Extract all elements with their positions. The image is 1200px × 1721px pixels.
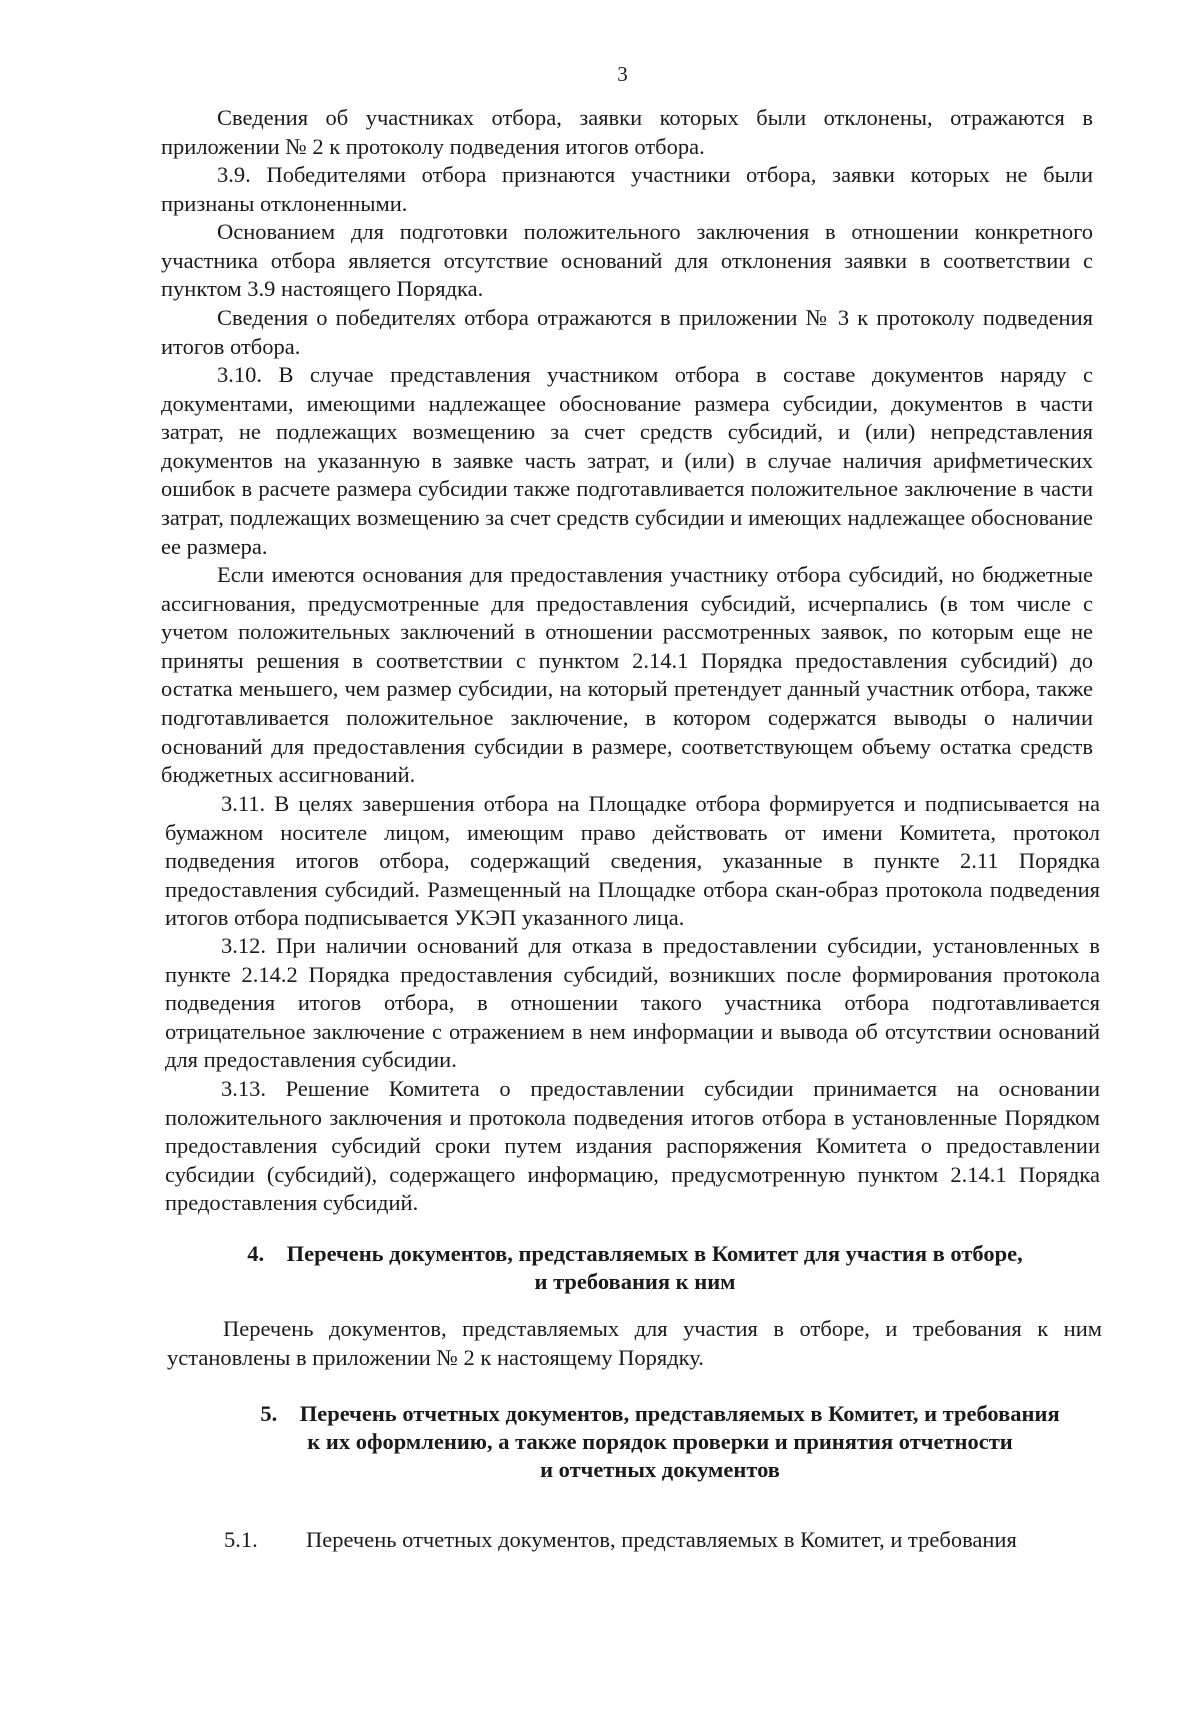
section-4-heading-line-2: и требования к ним [534,1269,736,1294]
paragraph-3-12: 3.12. При наличии оснований для отказа в предоставлении субсидии, установленных в пункте 2.14.2 Порядка предоставления субсидий, возникших после формирования протокола подведения итогов отбора, в отношении такого участника отбора подготавливается отрицательное заключение с отражением в нем информации и вывода об отсутствии оснований для предоставления субсидии. [165,933,1100,1073]
paragraph-rejected-participants: Сведения об участниках отбора, заявки которых были отклонены, отражаются в приложении № 2 к протоколу подведения итогов отбора. [161,105,1093,159]
section-5-heading-line-1: 5. Перечень отчетных документов, представляемых в Комитет, и требования [260,1401,1060,1426]
section-4-heading-line-1: 4. Перечень документов, представляемых в Комитет для участия в отборе, [247,1241,1023,1266]
page-number: 3 [617,62,628,86]
paragraph-3-10: 3.10. В случае представления участником отбора в составе документов наряду с документами, имеющими надлежащее обоснование размера субсидии, документов в части затрат, не подлежащих возмещению за счет средств субсидий, и (или) непредставления документов на указанную в заявке часть затрат, и (или) в случае наличия арифметических ошибок в расчете размера субсидии также подготавливается положительное заключение в части затрат, подлежащих возмещению за счет средств субсидии и имеющих надлежащее обоснование ее размера. [161,362,1093,559]
paragraph-positive-conclusion-basis: Основанием для подготовки положительного заключения в отношении конкретного участника отбора является отсутствие оснований для отклонения заявки в соответствии с пунктом 3.9 настоящего Порядка. [161,219,1093,302]
item-5-1-text: Перечень отчетных документов, представляемых в Комитет, и требования [306,1527,1017,1552]
paragraph-winners-info: Сведения о победителях отбора отражаются в приложении № 3 к протоколу подведения итогов отбора. [161,305,1093,359]
section-5-heading [175,1400,1145,1484]
paragraph-3-13: 3.13. Решение Комитета о предоставлении субсидии принимается на основании положительного заключения и протокола подведения итогов отбора в установленные Порядком предоставления субсидий сроки путем издания распоряжения Комитета о предоставлении субсидии (субсидий), содержащего информацию, предусмотренную пунктом 2.14.1 Порядка предоставления субсидий. [165,1076,1100,1216]
item-5-1-number: 5.1. [224,1527,258,1552]
section-4-heading [150,1240,1120,1296]
section-5-heading-line-2: к их оформлению, а также порядок проверки и принятия отчетности [307,1429,1013,1454]
section-5-heading-line-3: и отчетных документов [540,1457,780,1482]
section-4-paragraph: Перечень документов, представляемых для участия в отборе, и требования к ним установлены в приложении № 2 к настоящему Порядку. [167,1316,1102,1370]
paragraph-budget-exhausted: Если имеются основания для предоставления участнику отбора субсидий, но бюджетные ассигнования, предусмотренные для предоставления субсидий, исчерпались (в том числе с учетом положительных заключений в отношении рассмотренных заявок, по которым еще не приняты решения в соответствии с пунктом 2.14.1 Порядка предоставления субсидий) до остатка меньшего, чем размер субсидии, на который претендует данный участник отбора, также подготавливается положительное заключение, в котором содержатся выводы о наличии оснований для предоставления субсидии в размере, соответствующем объему остатка средств бюджетных ассигнований. [161,562,1093,788]
paragraph-3-9: 3.9. Победителями отбора признаются участники отбора, заявки которых не были признаны отклоненными. [161,162,1093,216]
paragraph-3-11: 3.11. В целях завершения отбора на Площадке отбора формируется и подписывается на бумажном носителе лицом, имеющим право действовать от имени Комитета, протокол подведения итогов отбора, содержащий сведения, указанные в пункте 2.11 Порядка предоставления субсидий. Размещенный на Площадке отбора скан-образ протокола подведения итогов отбора подписывается УКЭП указанного лица. [165,791,1100,931]
